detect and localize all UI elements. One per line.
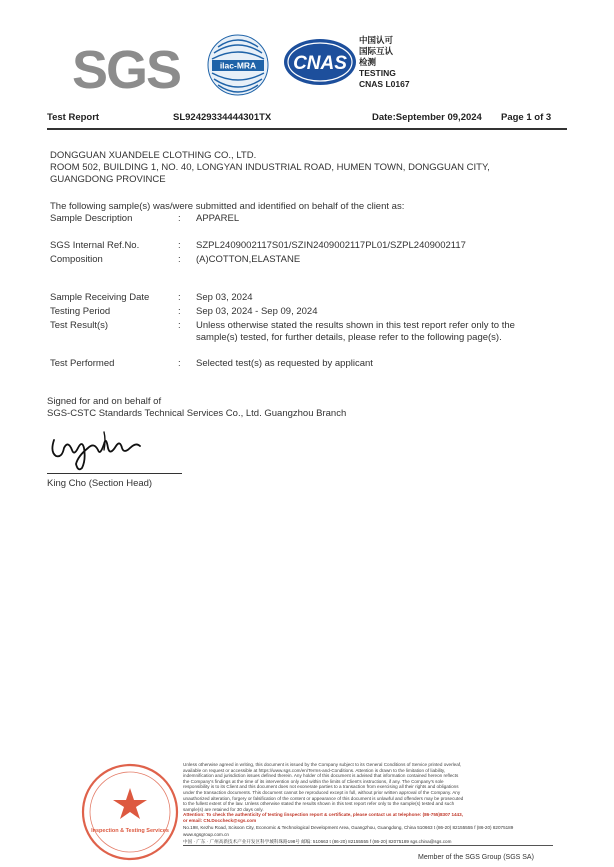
signing-company: SGS-CSTC Standards Technical Services Co., Ltd. Guangzhou Branch [47, 408, 347, 419]
test-performed-label: Test Performed [50, 358, 115, 369]
cnas-line: CNAS L0167 [359, 79, 410, 89]
client-name: DONGGUAN XUANDELE CLOTHING CO., LTD. [50, 150, 257, 161]
ilac-mra-logo [206, 33, 270, 97]
stamp-text: Inspection & Testing Services [91, 828, 169, 834]
red-stamp-seal [80, 762, 180, 862]
terms-line: unauthorized alteration, forgery or falsification of the content or appearance of this document is unlawful and offenders may be prosecuted [183, 795, 464, 801]
sample-description-label: Sample Description [50, 213, 133, 224]
colon: : [178, 254, 181, 265]
test-results-value-line1: Unless otherwise stated the results shown in this test report refer only to the [196, 320, 515, 331]
intro-text: The following sample(s) was/were submitted and identified on behalf of the client as: [50, 201, 405, 212]
sgs-group-member: Member of the SGS Group (SGS SA) [418, 854, 534, 861]
cnas-line: TESTING [359, 68, 396, 78]
receiving-date-value: Sep 03, 2024 [196, 292, 253, 303]
test-results-label: Test Result(s) [50, 320, 109, 331]
composition-label: Composition [50, 254, 103, 265]
client-address-line2: GUANGDONG PROVINCE [50, 174, 166, 185]
address-english: No.198, Kezhu Road, Scisoon City, Economic & Technological Development Area, Guangzhou, Guangdong, China 510663 t (86-20) 82155555 f (86-20) 82075189 www.sgsgroup.com.cn [183, 824, 514, 837]
test-results-value-line2: sample(s) tested, for further details, please refer to the following page(s). [196, 332, 502, 343]
signature-line [47, 473, 182, 474]
testing-period-label: Testing Period [50, 306, 111, 317]
report-header-bar [47, 112, 567, 126]
report-number: SL92429334444301TX [173, 112, 272, 123]
cnas-line: 国际互认 [359, 46, 394, 56]
cnas-line: 中国认可 [359, 35, 394, 45]
colon: : [178, 306, 181, 317]
header-divider [47, 128, 567, 130]
terms-line: Unless otherwise agreed in writing, this document is issued by the Company subject to its General Conditions of Service printed overleaf, [183, 762, 462, 767]
internal-ref-label: SGS Internal Ref.No. [50, 240, 140, 251]
terms-and-conditions [183, 762, 538, 845]
cnas-accreditation-text [359, 35, 410, 90]
colon: : [178, 213, 181, 224]
terms-line: indemnification and jurisdiction issues defined therein. Any holder of this document is advised that information contained hereon reflects [183, 773, 459, 779]
test-performed-value: Selected test(s) as requested by applicant [196, 358, 373, 369]
colon: : [178, 320, 181, 331]
colon: : [178, 240, 181, 251]
client-address-line1: ROOM 502, BUILDING 1, NO. 40, LONGYAN INDUSTRIAL ROAD, HUMEN TOWN, DONGGUAN CITY, [50, 162, 490, 173]
ilac-mra-text: ilac-MRA [219, 60, 257, 71]
sgs-logo-text: SGS [72, 40, 181, 96]
authenticity-email[interactable]: or email: CN.Doccheck@sgs.com [183, 817, 257, 823]
handwritten-signature [48, 426, 148, 472]
terms-line: sample(s) are retained for 30 days only. [183, 806, 264, 812]
authenticity-notice: Attention: To check the authenticity of testing /inspection report & certificate, please contact us at telephone: (86-755)8307 1443, [183, 812, 463, 818]
sgs-logo [70, 40, 190, 96]
cnas-line: 检测 [359, 57, 377, 67]
terms-line: under the transaction documents. This document cannot be reproduced except in full, without prior written approval of the Company. Any [183, 789, 461, 795]
colon: : [178, 358, 181, 369]
terms-line: the Company's findings at the time of its intervention only and within the limits of Client's instructions, if any. The Company's sole [183, 778, 444, 784]
terms-line: responsibility is to its Client and this document does not exonerate parties to a transaction from exercising all their rights and obligations [183, 784, 459, 790]
terms-line: available on request or accessible at https://www.sgs.com/en/Terms-and-Conditions. Attention is drawn to the limitation of liability, [183, 767, 446, 773]
sample-description-value: APPAREL [196, 213, 240, 224]
testing-period-value: Sep 03, 2024 - Sep 09, 2024 [196, 306, 318, 317]
cnas-logo-text: CNAS [293, 53, 347, 74]
report-date: Date:September 09,2024 [372, 112, 482, 123]
colon: : [178, 292, 181, 303]
report-title: Test Report [47, 112, 100, 123]
address-chinese: 中国 · 广东 · 广州高新技术产业开发区科学城科珠路198号 邮编: 510663 t (86-20) 82155555 f (86-20) 82075189 sgs.china@sgs.com [183, 838, 452, 844]
cnas-logo [282, 37, 358, 87]
signer-name: King Cho (Section Head) [47, 478, 153, 489]
receiving-date-label: Sample Receiving Date [50, 292, 150, 303]
page-indicator: Page 1 of 3 [501, 112, 552, 123]
footer-divider [183, 845, 553, 846]
internal-ref-value: SZPL2409002117S01/SZIN2409002117PL01/SZPL2409002117 [196, 240, 466, 251]
signed-on-behalf: Signed for and on behalf of [47, 396, 162, 407]
terms-line: to the fullest extent of the law. Unless otherwise stated the results shown in this test report refer only to the sample(s) tested and such [183, 801, 455, 807]
composition-value: (A)COTTON,ELASTANE [196, 254, 301, 265]
